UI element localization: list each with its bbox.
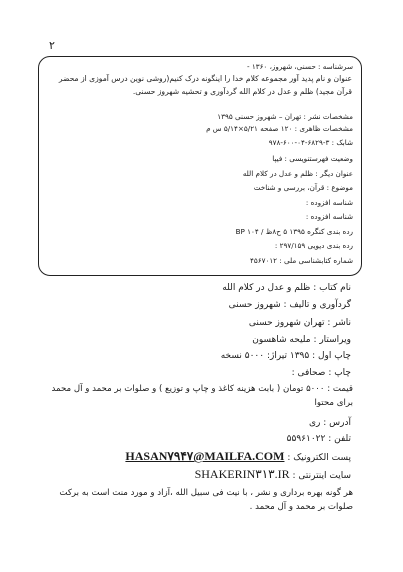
cip-publication: مشخصات نشر : تهران – شهروز حسنی ۱۳۹۵: [217, 112, 353, 121]
compiler: گردآوری و تالیف : شهروز حسنی: [228, 300, 351, 310]
site-link[interactable]: SHAKERIN۳۱۳.IR: [194, 467, 290, 481]
cip-physical: مشخصات ظاهری : ۱۲۰ صفحه ۵/۲۱×۵/۱۴ س م: [206, 124, 353, 133]
editor: ویراستار : ملیحه شاهسون: [252, 335, 351, 345]
cip-cataloging-status: وضعیت فهرستنویسی : فیپا: [272, 154, 353, 163]
email-row: [125, 449, 351, 464]
publisher: ناشر : تهران شهروز حسنی: [248, 318, 351, 328]
cip-subject: موضوع : قرآن، بررسی و شناخت: [253, 183, 353, 192]
phone: تلفن : ۵۵۹۶۱۰۲۲: [286, 434, 351, 444]
usage-note: هر گونه بهره برداری و نشر ، با نیت فی سبیل الله ،آزاد و مورد منت است به برکت صلوات بر محمد و آل محمد .: [59, 488, 353, 512]
edition: چاپ اول : ۱۳۹۵ تیراژ: ۵۰۰۰ نسخه: [220, 351, 351, 361]
page-number: ۲: [49, 39, 55, 52]
print: چاپ : صحافی :: [291, 368, 351, 378]
email-link[interactable]: HASAN۷۹۴۷@MAILFA.COM: [125, 449, 285, 463]
address: آدرس : ری: [309, 418, 351, 428]
cip-added-entry-1: شناسه افزوده :: [305, 198, 353, 207]
cip-congress-class: رده بندی کنگره ۱۳۹۵ ۵ ح۸ظ / ۱۰۴ BP: [235, 227, 353, 236]
site-label: سایت اینترنتی :: [292, 471, 351, 481]
cip-title: عنوان و نام پدید آور مجموعه کلام خدا را اینگونه درک کنیم(روشی نوین درس آموزی از محضر قرآن مجید) ظلم و عدل در کلام الله گردآوری و تحشیه شهروز حسنی.: [58, 74, 352, 96]
price: قیمت : ۵۰۰۰ تومان ( بابت هزینه کاغذ و چاپ و توزیع ) و صلوات بر محمد و آل محمد برای محتوا: [51, 384, 353, 408]
site-row: [195, 467, 351, 482]
cip-other-title: عنوان دیگر : ظلم و عدل در کلام الله: [242, 169, 353, 178]
cip-author: سرشناسه : حسنی، شهروز، ۱۳۶۰ -: [246, 62, 353, 71]
cip-national-number: شماره کتابشناسی ملی : ۴۵۶۷۰۱۲: [250, 256, 353, 265]
cip-dewey-class: رده بندی دیویی ۲۹۷/۱۵۹ :: [274, 241, 353, 250]
cip-added-entry-2: شناسه افزوده :: [305, 212, 353, 221]
email-label: پست الکترونیک :: [287, 453, 351, 463]
cip-isbn: شابک : ۳-۶۸۲۹-۰۴-۶۰۰-۹۷۸: [268, 138, 353, 147]
book-name: نام کتاب : ظلم و عدل در کلام الله: [222, 283, 351, 293]
